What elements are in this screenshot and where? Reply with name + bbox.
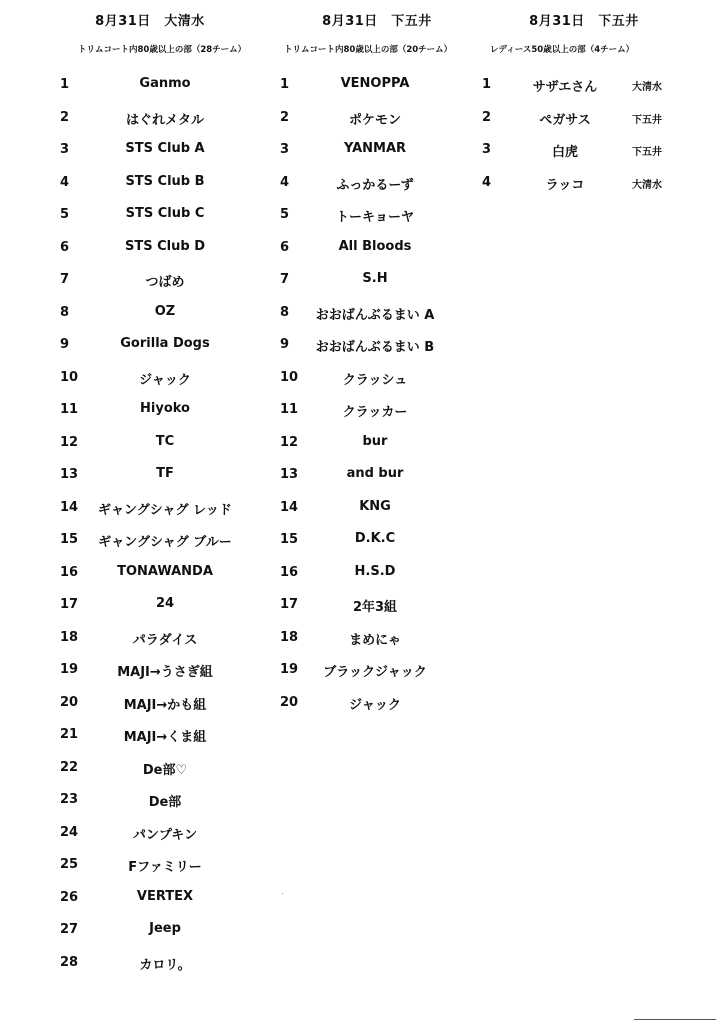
venue-label: 大清水: [632, 179, 662, 191]
team-name: ペガサス: [539, 112, 591, 128]
team-number: 11: [60, 402, 79, 417]
team-name: KNG: [359, 498, 391, 514]
team-row: [0, 948, 270, 981]
team-number: 1: [482, 77, 492, 92]
team-name: Gorilla Dogs: [120, 336, 210, 351]
venue-label: 下五井: [632, 147, 662, 158]
team-number: 4: [482, 174, 492, 190]
team-row: [262, 70, 472, 103]
team-number: 22: [60, 759, 79, 775]
team-number: 12: [60, 434, 79, 450]
team-name: トーキョーヤ: [335, 210, 414, 225]
team-name: YANMAR: [343, 141, 407, 156]
team-row: [0, 493, 270, 526]
team-name: STS Club A: [125, 141, 205, 156]
team-number: 9: [60, 337, 70, 352]
team-number: 18: [60, 629, 79, 645]
team-name: おおばんぶるまい A: [315, 307, 435, 323]
team-name: クラッカー: [342, 405, 408, 420]
team-row: [474, 70, 714, 103]
team-row: [262, 655, 472, 688]
team-name: ふっかるーず: [336, 177, 414, 193]
team-number: 19: [60, 662, 79, 677]
team-number: 5: [60, 207, 70, 222]
team-row: [0, 233, 270, 266]
team-row: [262, 363, 472, 396]
team-name: OZ: [154, 303, 176, 319]
footer-rule: [634, 1019, 716, 1020]
team-row: [0, 558, 270, 591]
team-name: 2年3組: [352, 600, 398, 615]
team-number: 9: [280, 337, 290, 352]
team-row: [0, 915, 270, 948]
team-row: [0, 785, 270, 818]
team-number: 6: [60, 239, 70, 255]
team-row: [0, 623, 270, 656]
team-number: 6: [280, 239, 290, 255]
team-name: All Bloods: [338, 238, 412, 254]
team-row: [0, 460, 270, 493]
team-row: [0, 655, 270, 688]
team-list: [262, 70, 472, 720]
team-number: 8: [280, 304, 290, 320]
team-number: 11: [280, 402, 299, 417]
team-number: 13: [280, 467, 299, 482]
team-row: [0, 720, 270, 753]
team-row: [262, 298, 472, 331]
column-header: 8月31日 下五井: [322, 14, 432, 29]
team-name: カロリ。: [139, 957, 191, 973]
team-number: 16: [280, 564, 299, 580]
team-name: VENOPPA: [340, 76, 410, 91]
team-row: [0, 168, 270, 201]
team-name: TF: [156, 466, 174, 481]
team-row: [474, 103, 714, 136]
team-number: 19: [280, 662, 299, 677]
team-name: TONAWANDA: [117, 563, 213, 579]
team-number: 10: [280, 369, 299, 385]
team-name: ジャック: [349, 697, 401, 713]
team-name: De部: [148, 795, 182, 810]
team-row: [262, 135, 472, 168]
team-list: [474, 70, 714, 200]
team-name: Hiyoko: [140, 401, 190, 416]
team-number: 26: [60, 889, 79, 905]
team-list: [0, 70, 270, 980]
team-number: 17: [60, 597, 79, 612]
team-number: 21: [60, 727, 79, 742]
team-row: [262, 395, 472, 428]
team-row: [0, 688, 270, 721]
team-name: ブラックジャック: [323, 665, 427, 680]
team-row: [0, 850, 270, 883]
team-row: [262, 590, 472, 623]
team-number: 17: [280, 597, 299, 612]
team-name: Jeep: [149, 921, 181, 936]
team-row: [0, 525, 270, 558]
team-number: 1: [280, 77, 290, 92]
team-number: 20: [280, 694, 299, 710]
team-name: H.S.D: [354, 563, 396, 579]
team-name: De部♡: [142, 762, 188, 778]
team-name: ラッコ: [545, 177, 585, 193]
team-row: [262, 233, 472, 266]
team-name: STS Club D: [125, 238, 205, 254]
team-number: 10: [60, 369, 79, 385]
team-row: [0, 883, 270, 916]
team-row: [262, 623, 472, 656]
team-row: [0, 70, 270, 103]
team-number: 2: [60, 109, 70, 125]
team-number: 15: [60, 532, 79, 547]
team-name: つばめ: [145, 275, 185, 290]
team-name: 24: [155, 596, 175, 611]
team-number: 3: [60, 142, 70, 157]
team-row: [262, 688, 472, 721]
team-row: [0, 818, 270, 851]
team-row: [262, 428, 472, 461]
team-name: Fファミリー: [128, 860, 202, 875]
team-name: S.H: [362, 271, 388, 286]
division-label: レディース50歳以上の部（4チーム）: [490, 45, 635, 55]
team-number: 14: [60, 499, 79, 515]
team-name: MAJI→くま組: [123, 730, 207, 745]
team-number: 20: [60, 694, 79, 710]
team-number: 4: [60, 174, 70, 190]
team-number: 14: [280, 499, 299, 515]
team-name: MAJI→うさぎ組: [117, 665, 213, 680]
team-row: [0, 200, 270, 233]
team-name: クラッシュ: [342, 372, 408, 388]
team-name: STS Club B: [125, 173, 205, 189]
team-name: ギャングシャグ レッド: [98, 502, 232, 518]
column-header: 8月31日 下五井: [529, 14, 639, 29]
team-number: 2: [280, 109, 290, 125]
team-name: パンプキン: [132, 827, 198, 843]
team-name: TC: [155, 433, 175, 449]
team-name: VERTEX: [136, 888, 194, 904]
team-row: [0, 363, 270, 396]
venue-label: 大清水: [632, 82, 662, 93]
team-row: [262, 200, 472, 233]
team-row: [262, 493, 472, 526]
team-name: ギャングシャグ ブルー: [98, 535, 232, 550]
division-label: トリムコート内80歳以上の部（28チーム）: [78, 45, 247, 55]
team-name: まめにゃ: [349, 632, 401, 648]
team-name: D.K.C: [354, 531, 396, 546]
team-number: 7: [60, 272, 70, 287]
team-name: Ganmo: [139, 76, 191, 91]
division-label: トリムコート内80歳以上の部（20チーム）: [284, 45, 453, 55]
team-name: 白虎: [551, 145, 578, 160]
team-row: [262, 558, 472, 591]
team-row: [0, 395, 270, 428]
team-number: 16: [60, 564, 79, 580]
team-row: [0, 298, 270, 331]
team-row: [0, 135, 270, 168]
team-number: 5: [280, 207, 290, 222]
team-number: 2: [482, 109, 492, 125]
team-number: 3: [482, 142, 492, 157]
team-name: bur: [362, 433, 388, 449]
team-number: 1: [60, 77, 70, 92]
team-number: 23: [60, 792, 79, 807]
team-number: 4: [280, 174, 290, 190]
team-row: [0, 103, 270, 136]
team-number: 18: [280, 629, 299, 645]
team-name: ポケモン: [348, 112, 401, 128]
team-name: パラダイス: [132, 632, 198, 648]
team-number: 7: [280, 272, 290, 287]
team-number: 8: [60, 304, 70, 320]
team-number: 12: [280, 434, 299, 450]
team-number: 24: [60, 824, 79, 840]
scan-speck: [282, 893, 283, 894]
team-row: [262, 103, 472, 136]
team-row: [0, 428, 270, 461]
team-row: [0, 265, 270, 298]
team-row: [0, 330, 270, 363]
team-row: [0, 590, 270, 623]
team-row: [474, 135, 714, 168]
team-name: サザエさん: [532, 80, 598, 95]
venue-label: 下五井: [632, 114, 662, 126]
column-header: 8月31日 大清水: [95, 14, 205, 29]
team-name: おおばんぶるまい B: [315, 340, 435, 355]
team-name: STS Club C: [125, 206, 205, 221]
team-row: [262, 265, 472, 298]
team-number: 27: [60, 922, 79, 937]
team-name: and bur: [346, 466, 404, 481]
team-number: 15: [280, 532, 299, 547]
team-row: [474, 168, 714, 201]
team-row: [262, 460, 472, 493]
team-number: 13: [60, 467, 79, 482]
team-row: [262, 525, 472, 558]
team-row: [262, 330, 472, 363]
team-number: 25: [60, 857, 79, 872]
team-name: ジャック: [139, 372, 191, 388]
team-row: [262, 168, 472, 201]
team-name: MAJI→かも組: [123, 697, 207, 713]
team-row: [0, 753, 270, 786]
team-number: 28: [60, 954, 79, 970]
team-number: 3: [280, 142, 290, 157]
team-name: はぐれメタル: [125, 112, 204, 128]
